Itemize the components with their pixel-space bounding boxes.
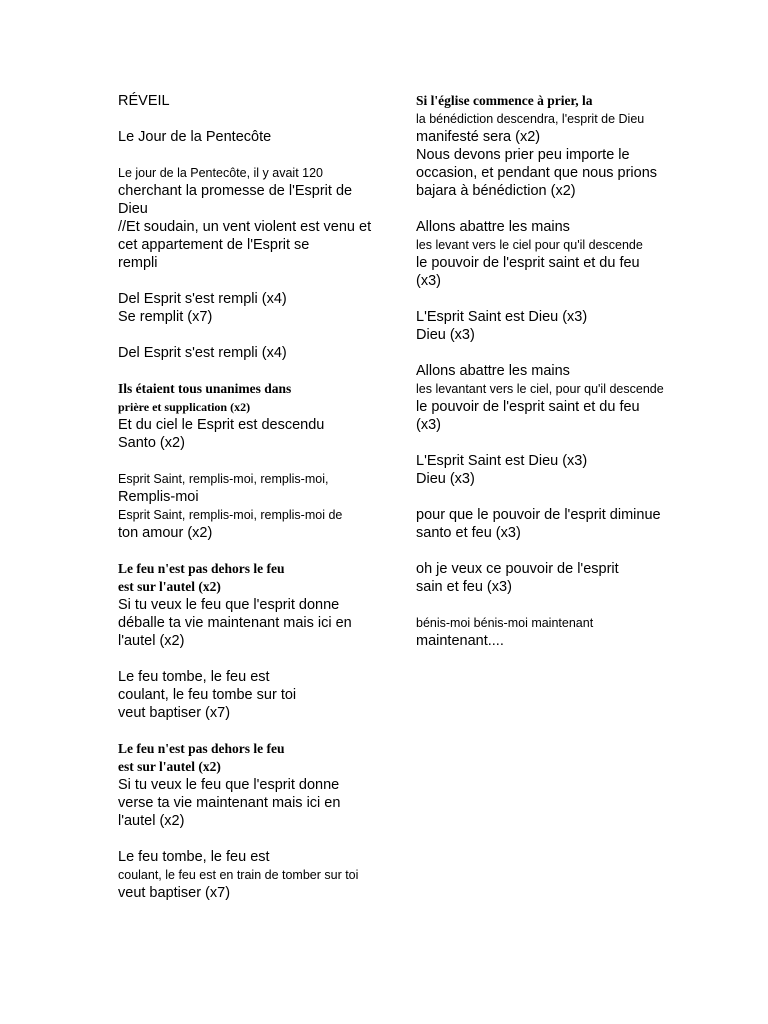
stanza-gap	[118, 452, 393, 470]
text-line: L'Esprit Saint est Dieu (x3)	[416, 309, 588, 325]
text-line: Esprit Saint, remplis-moi, remplis-moi de	[118, 508, 343, 522]
text-line: Le Jour de la Pentecôte	[118, 129, 272, 145]
text-line: coulant, le feu tombe sur toi	[118, 687, 297, 703]
stanza-gap	[118, 326, 393, 344]
text-line: cherchant la promesse de l'Esprit de	[118, 183, 353, 199]
text-line: Del Esprit s'est rempli (x4)	[118, 345, 287, 361]
stanza	[118, 344, 393, 362]
stanza-gap	[416, 290, 706, 308]
text-line: Si l'église commence à prier, la	[416, 93, 593, 108]
text-line: les levantant vers le ciel, pour qu'il descende	[416, 382, 664, 396]
text-line: la bénédiction descendra, l'esprit de Dieu	[416, 112, 645, 126]
stanza-gap	[118, 362, 393, 380]
text-line: //Et soudain, un vent violent est venu et	[118, 219, 372, 235]
stanza	[118, 128, 393, 146]
stanza	[416, 452, 706, 488]
text-line: veut baptiser (x7)	[118, 705, 231, 721]
text-line: santo et feu (x3)	[416, 525, 521, 541]
text-line: RÉVEIL	[118, 93, 170, 109]
text-line: l'autel (x2)	[118, 813, 185, 829]
text-line: Ils étaient tous unanimes dans	[118, 381, 292, 396]
text-line: Esprit Saint, remplis-moi, remplis-moi,	[118, 472, 329, 486]
text-line: veut baptiser (x7)	[118, 885, 231, 901]
stanza	[416, 218, 706, 290]
text-line: Le feu tombe, le feu est	[118, 849, 270, 865]
text-line: Dieu	[118, 201, 148, 217]
text-line: Dieu (x3)	[416, 327, 475, 343]
text-line: déballe ta vie maintenant mais ici en	[118, 615, 352, 631]
text-line: le pouvoir de l'esprit saint et du feu	[416, 399, 640, 415]
text-line: Del Esprit s'est rempli (x4)	[118, 291, 287, 307]
stanza-gap	[118, 722, 393, 740]
text-line: verse ta vie maintenant mais ici en	[118, 795, 341, 811]
text-line: coulant, le feu est en train de tomber sur toi	[118, 868, 359, 882]
stanza	[118, 560, 393, 650]
text-line: l'autel (x2)	[118, 633, 185, 649]
text-line: est sur l'autel (x2)	[118, 759, 221, 774]
text-line: bajara à bénédiction (x2)	[416, 183, 576, 199]
text-line: le pouvoir de l'esprit saint et du feu	[416, 255, 640, 271]
text-line: pour que le pouvoir de l'esprit diminue	[416, 507, 661, 523]
stanza-gap	[118, 542, 393, 560]
text-line: Allons abattre les mains	[416, 219, 570, 235]
stanza	[416, 308, 706, 344]
stanza-gap	[118, 830, 393, 848]
stanza	[416, 362, 706, 434]
stanza	[118, 92, 393, 110]
text-line: est sur l'autel (x2)	[118, 579, 221, 594]
text-line: sain et feu (x3)	[416, 579, 512, 595]
text-line: cet appartement de l'Esprit se	[118, 237, 310, 253]
text-line: Le feu n'est pas dehors le feu	[118, 561, 285, 576]
stanza	[416, 614, 706, 650]
text-line: Si tu veux le feu que l'esprit donne	[118, 777, 340, 793]
text-line: oh je veux ce pouvoir de l'esprit	[416, 561, 619, 577]
stanza-gap	[416, 434, 706, 452]
stanza	[118, 848, 393, 902]
text-line: bénis-moi bénis-moi maintenant	[416, 616, 594, 630]
stanza	[416, 92, 706, 200]
stanza	[118, 164, 393, 272]
stanza	[118, 290, 393, 326]
text-line: Allons abattre les mains	[416, 363, 570, 379]
text-line: Et du ciel le Esprit est descendu	[118, 417, 325, 433]
stanza	[118, 380, 393, 452]
right-column	[416, 92, 706, 650]
text-line: Nous devons prier peu importe le	[416, 147, 630, 163]
text-line: Le feu n'est pas dehors le feu	[118, 741, 285, 756]
stanza	[416, 560, 706, 596]
stanza-gap	[416, 488, 706, 506]
text-line: Si tu veux le feu que l'esprit donne	[118, 597, 340, 613]
left-column	[118, 92, 393, 902]
stanza-gap	[416, 344, 706, 362]
text-line: prière et supplication (x2)	[118, 400, 251, 414]
stanza	[118, 668, 393, 722]
text-line: Remplis-moi	[118, 489, 199, 505]
stanza-gap	[416, 542, 706, 560]
stanza-gap	[118, 110, 393, 128]
text-line: (x3)	[416, 417, 441, 433]
text-line: occasion, et pendant que nous prions	[416, 165, 658, 181]
text-line: Santo (x2)	[118, 435, 185, 451]
stanza-gap	[416, 596, 706, 614]
text-line: maintenant....	[416, 633, 504, 649]
text-line: (x3)	[416, 273, 441, 289]
text-line: Le feu tombe, le feu est	[118, 669, 270, 685]
text-line: Se remplit (x7)	[118, 309, 213, 325]
stanza	[118, 470, 393, 542]
stanza-gap	[118, 272, 393, 290]
text-line: manifesté sera (x2)	[416, 129, 541, 145]
text-line: ton amour (x2)	[118, 525, 213, 541]
stanza-gap	[416, 200, 706, 218]
stanza	[416, 506, 706, 542]
text-line: les levant vers le ciel pour qu'il descende	[416, 238, 643, 252]
stanza-gap	[118, 650, 393, 668]
text-line: rempli	[118, 255, 158, 271]
text-line: Dieu (x3)	[416, 471, 475, 487]
stanza	[118, 740, 393, 830]
text-line: Le jour de la Pentecôte, il y avait 120	[118, 166, 323, 180]
stanza-gap	[118, 146, 393, 164]
text-line: L'Esprit Saint est Dieu (x3)	[416, 453, 588, 469]
